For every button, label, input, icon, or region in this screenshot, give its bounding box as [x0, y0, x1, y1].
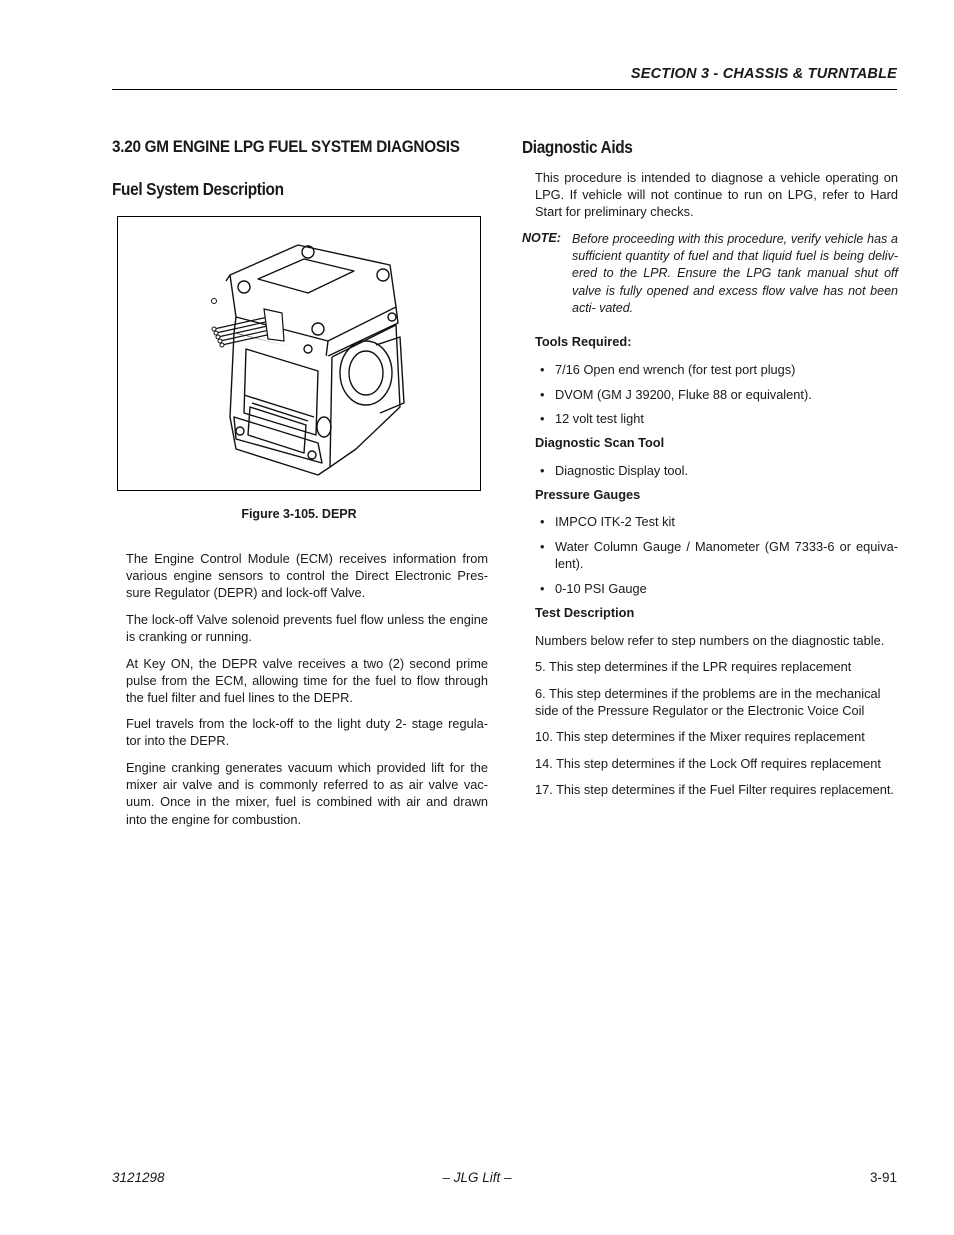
intro-paragraph: This procedure is intended to diagnose a vehicle operating on LPG. If vehicle will not continue to run on LPG, refer to Hard Start for preliminary checks. [535, 170, 898, 220]
bullet-icon: • [540, 387, 545, 402]
test-paragraph: 17. This step determines if the Fuel Filter requires replacement. [535, 782, 894, 797]
test-paragraph: Numbers below refer to step numbers on the diagnostic table. [535, 633, 885, 648]
header-rule [112, 89, 897, 90]
diagnostic-aids-heading: Diagnostic Aids [522, 137, 633, 157]
tools-required-heading: Tools Required: [535, 334, 632, 349]
note-label: NOTE: [522, 231, 561, 245]
list-item-text: Diagnostic Display tool. [555, 463, 689, 478]
list-item-text: Water Column Gauge / Manometer (GM 7333-6 or equiva- lent). [555, 539, 898, 571]
bullet-icon: • [540, 539, 545, 554]
paragraph-key-on: At Key ON, the DEPR valve receives a two (2) second prime pulse from the ECM, allowing time for the fuel to flow through the fuel filter and fuel lines to the DEPR. [126, 656, 488, 706]
test-paragraph: 5. This step determines if the LPR requires replacement [535, 659, 852, 674]
list-item-text: 0-10 PSI Gauge [555, 581, 647, 596]
pressure-gauges-heading: Pressure Gauges [535, 487, 641, 502]
paragraph-ecm: The Engine Control Module (ECM) receives information from various engine sensors to control the Direct Electronic Pres- sure Regulator (DEPR) and lock-off Valve. [126, 551, 488, 601]
test-paragraph: 10. This step determines if the Mixer requires replacement [535, 729, 865, 744]
paragraph-cranking: Engine cranking generates vacuum which provided lift for the mixer air valve and is commonly referred to as air valve vac- uum. Once in the mixer, fuel is combined with air and drawn into the engine for combustion. [126, 760, 488, 827]
paragraph-lockoff: The lock-off Valve solenoid prevents fuel flow unless the engine is cranking or running. [126, 612, 488, 645]
bullet-icon: • [540, 411, 545, 426]
list-item-text: 7/16 Open end wrench (for test port plugs) [555, 362, 796, 377]
section-heading: 3.20 GM ENGINE LPG FUEL SYSTEM DIAGNOSIS [112, 137, 460, 156]
list-item-text: 12 volt test light [555, 411, 644, 426]
test-paragraph: 14. This step determines if the Lock Off requires replacement [535, 756, 881, 771]
note-text: Before proceeding with this procedure, verify vehicle has a sufficient quantity of fuel and that liquid fuel is being deliv- ered to the LPR. Ensure the LPG tank manual shut off valve is fully opened and excess flow valve has not been acti- vated. [572, 232, 898, 315]
test-paragraph: 6. This step determines if the problems are in the mechanical side of the Pressure Regulator or the Electronic Voice Coil [535, 686, 881, 719]
depr-figure [117, 216, 481, 491]
bullet-icon: • [540, 362, 545, 377]
footer-center-text: – JLG Lift – [442, 1170, 512, 1185]
test-description-heading: Test Description [535, 605, 635, 620]
bullet-icon: • [540, 581, 545, 596]
list-item-text: DVOM (GM J 39200, Fluke 88 or equivalent). [555, 387, 812, 402]
bullet-icon: • [540, 514, 545, 529]
figure-caption: Figure 3-105. DEPR [241, 507, 357, 521]
paragraph-fuel-travels: Fuel travels from the lock-off to the light duty 2- stage regula- tor into the DEPR. [126, 716, 488, 749]
depr-illustration [118, 217, 480, 490]
scan-tool-heading: Diagnostic Scan Tool [535, 435, 665, 450]
bullet-icon: • [540, 463, 545, 478]
fuel-system-description-heading: Fuel System Description [112, 179, 284, 199]
footer-page-number: 3-91 [869, 1170, 897, 1185]
section-header-title: SECTION 3 - CHASSIS & TURNTABLE [630, 66, 897, 82]
footer-doc-number: 3121298 [112, 1170, 165, 1185]
list-item-text: IMPCO ITK-2 Test kit [555, 514, 675, 529]
